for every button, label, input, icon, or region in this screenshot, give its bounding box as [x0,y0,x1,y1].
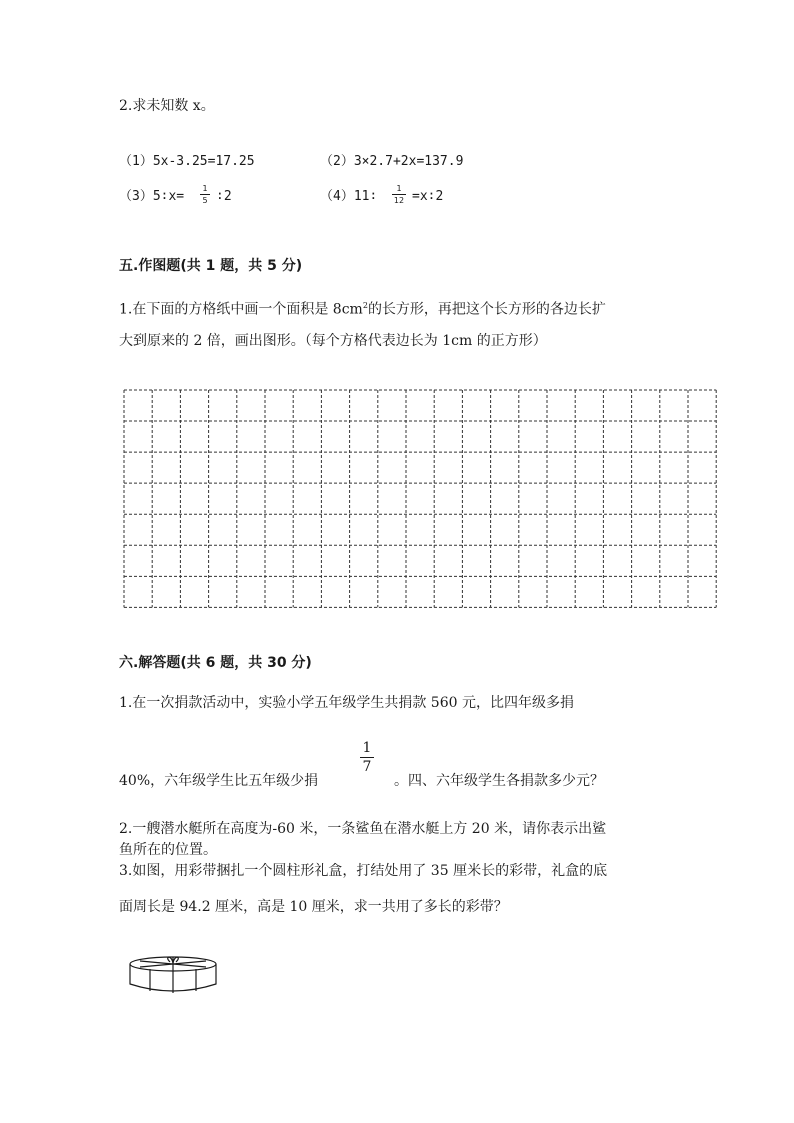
fraction-bar [200,194,210,195]
answer-q3-line-1: 3.如图，用彩带捆扎一个圆柱形礼盒，打结处用了 35 厘米长的彩带，礼盒的底 [119,863,608,879]
fraction-one-fifth [200,184,210,205]
drawing-question-line-2: 大到原来的 2 倍，画出图形。（每个方格代表边长为 1cm 的正方形） [119,333,547,349]
cylinder-gift-box-figure [126,954,222,996]
superscript: 2 [362,301,368,310]
fraction-denominator: 5 [202,196,208,205]
answer-q1-line-1: 1.在一次捐款活动中，实验小学五年级学生共捐款 560 元，比四年级多捐 [119,695,574,711]
fraction-one-twelfth [392,184,406,205]
question-title: 2.求未知数 x。 [119,98,215,114]
section-heading-drawing: 五.作图题(共 1 题，共 5 分) [119,258,303,274]
equation-4-right: =x∶2 [412,189,444,204]
answer-q1-line-2a: 40%，六年级学生比五年级少捐 [119,773,319,789]
fraction-bar [360,757,374,758]
equation-2: （2）3×2.7+2x=137.9 [320,154,464,169]
equation-1: （1）5x-3.25=17.25 [119,154,255,169]
equation-4-left: （4）11∶ [320,189,378,204]
section-heading-answers: 六.解答题(共 6 题，共 30 分) [119,655,312,671]
equation-3-right: ∶2 [216,189,232,204]
text-part: 的长方形，再把这个长方形的各边长扩 [367,301,606,318]
fraction-numerator: 1 [202,184,208,193]
drawing-question-line-1 [119,296,606,320]
fraction-numerator: 1 [396,184,402,193]
fraction-denominator: 7 [362,759,372,775]
fraction-one-seventh [360,740,374,775]
text-part: 1.在下面的方格纸中画一个面积是 8cm [119,301,363,318]
answer-q2-line-1: 2.一艘潜水艇所在高度为-60 米，一条鲨鱼在潜水艇上方 20 米，请你表示出鲨 [119,821,607,837]
answer-q2-line-2: 鱼所在的位置。 [119,842,217,858]
fraction-bar [392,194,406,195]
answer-q1-line-2b: 。四、六年级学生各捐款多少元？ [394,773,604,789]
fraction-denominator: 12 [393,196,405,205]
answer-q3-line-2: 面周长是 94.2 厘米，高是 10 厘米，求一共用了多长的彩带？ [119,899,508,915]
grid-paper[interactable] [120,386,720,610]
fraction-numerator: 1 [362,740,372,756]
equation-3-left: （3）5∶x= [119,189,185,204]
